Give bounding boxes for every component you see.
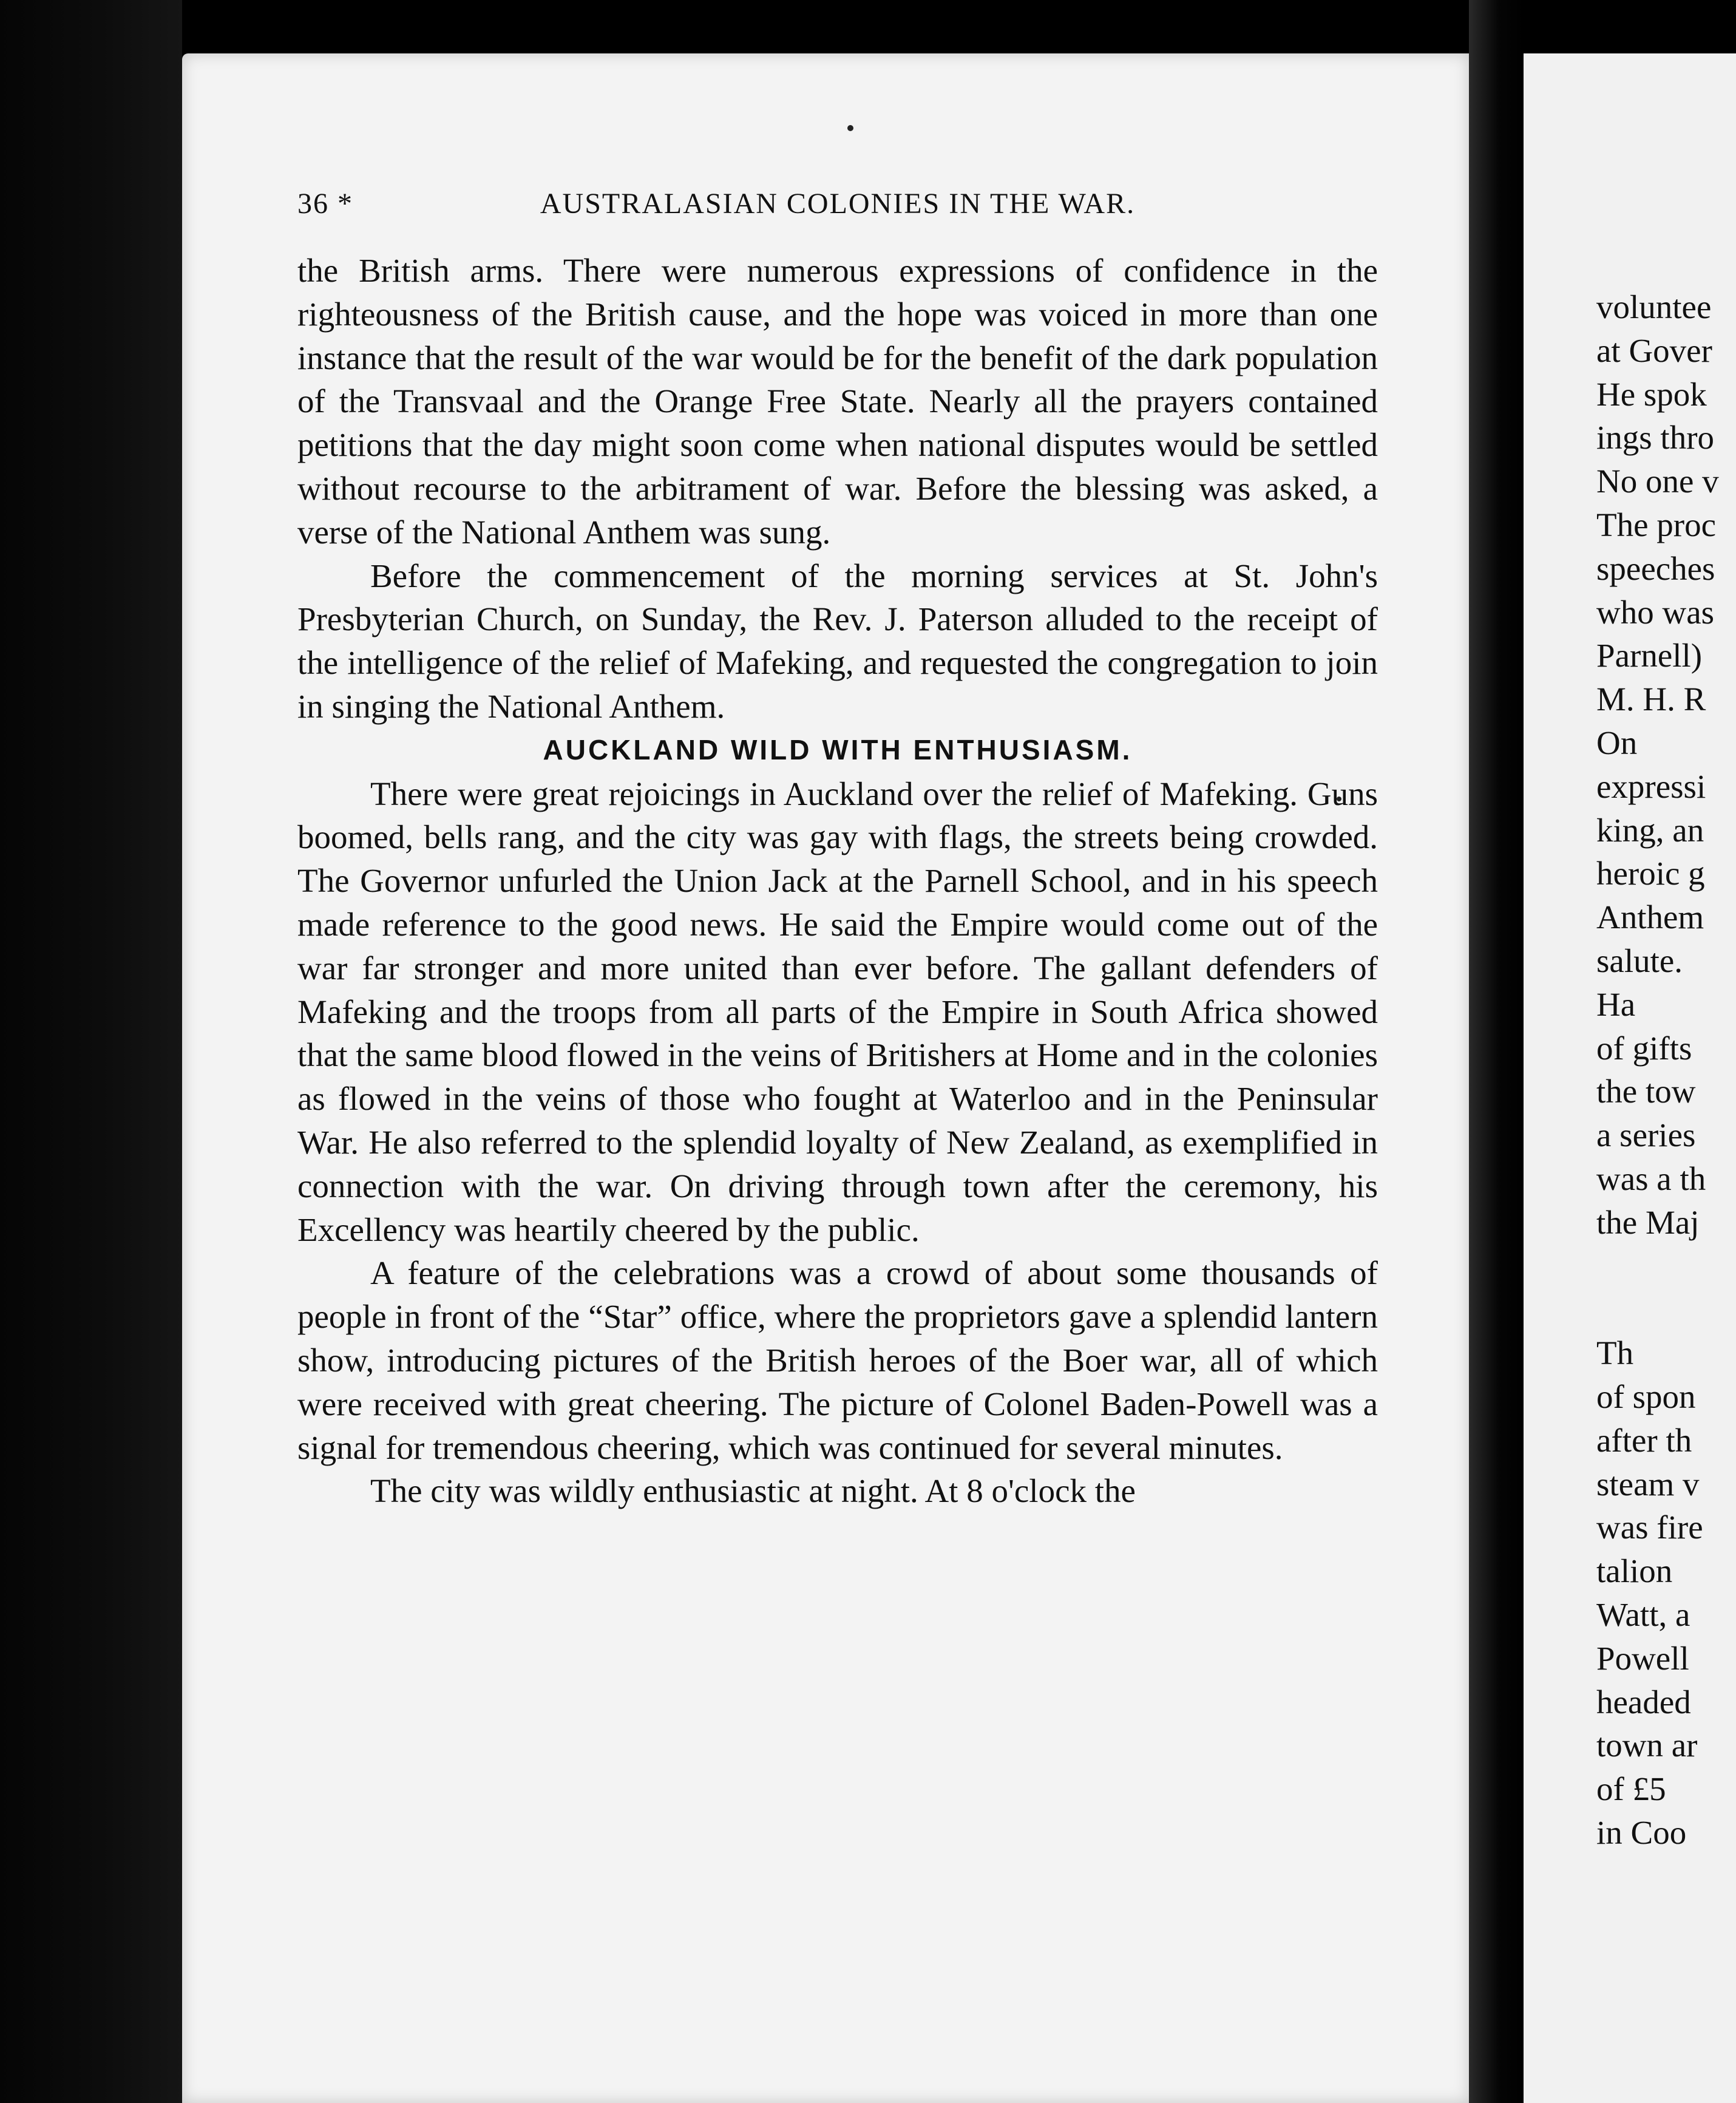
right-page-line: On bbox=[1596, 724, 1638, 761]
right-page-line: was a th bbox=[1596, 1160, 1706, 1197]
right-page-line: Powell bbox=[1596, 1639, 1689, 1677]
right-page-line: heroic g bbox=[1596, 855, 1705, 892]
right-page-line bbox=[1596, 1288, 1736, 1331]
page-header bbox=[297, 187, 1378, 226]
right-page-line: of £5 bbox=[1596, 1770, 1666, 1808]
body-text bbox=[297, 249, 1378, 1513]
right-page-line: Parnell) bbox=[1596, 637, 1703, 674]
paragraph: A feature of the celebrations was a crowd of about some thousands of people in front of the “Star” office, where the proprietors gave a splendid lantern show, introducing pictures of the British heroes of the Boer war, all of which were received with great cheering. The picture of Colonel Baden-Powell was a signal for tremendous cheering, which was continued for several minutes. bbox=[297, 1254, 1378, 1466]
right-page-line: Anthem bbox=[1596, 899, 1704, 936]
book-gutter bbox=[1469, 0, 1524, 2103]
right-page-line: after th bbox=[1596, 1421, 1692, 1459]
section-heading: AUCKLAND WILD WITH ENTHUSIASM. bbox=[543, 733, 1133, 766]
right-page-line: Watt, a bbox=[1596, 1595, 1690, 1633]
right-page-line: in Coo bbox=[1596, 1813, 1687, 1851]
right-page-line: the tow bbox=[1596, 1073, 1696, 1110]
running-head: AUSTRALASIAN COLONIES IN THE WAR. bbox=[540, 188, 1136, 220]
right-page-line: was fire bbox=[1596, 1509, 1703, 1546]
right-page-line: steam v bbox=[1596, 1465, 1700, 1503]
right-page-line: Ha bbox=[1596, 985, 1636, 1023]
right-page-line: salute. bbox=[1596, 942, 1683, 979]
right-page-line: voluntee bbox=[1596, 288, 1712, 325]
right-page-line: the Maj bbox=[1596, 1203, 1700, 1241]
scan-background-left bbox=[0, 0, 182, 2103]
right-page-line: a series bbox=[1596, 1116, 1696, 1154]
right-page-line: town ar bbox=[1596, 1727, 1698, 1764]
right-page-line: ings thro bbox=[1596, 419, 1715, 457]
paragraph: There were great rejoicings in Auckland over the relief of Mafeking. Guns boomed, bells rang, and the city was gay with flags, the streets being crowded. The Governor unfurled the Union Jack at the Parnell School, and in his speech made reference to the good news. He said the Empire would come out of the war far stronger and more united than ever before. The gallant defenders of Mafeking and the troops from all parts of the Empire in South Africa showed that the same blood flowed in the veins of Britishers at Home and in the colonies as flowed in the veins of those who fought at Waterloo and in the Peninsular War. He also referred to the splendid loyalty of New Zealand, as exemplified in connection with the war. On driving through town after the ceremony, his Excellency was heartily cheered by the public. bbox=[297, 775, 1378, 1248]
right-page-line: The proc bbox=[1596, 506, 1716, 543]
right-page-line: expressi bbox=[1596, 767, 1706, 805]
right-page-line: No one v bbox=[1596, 463, 1719, 500]
right-page-line: Th bbox=[1596, 1334, 1634, 1372]
right-page-line: king, an bbox=[1596, 811, 1704, 849]
right-page-line: speeches bbox=[1596, 549, 1715, 587]
right-page-line bbox=[1596, 1245, 1736, 1288]
right-page-line: M. H. R bbox=[1596, 681, 1706, 718]
right-page-line: talion bbox=[1596, 1552, 1673, 1590]
paragraph: Before the commencement of the morning services at St. John's Presbyterian Church, on Sunday, the Rev. J. Paterson alluded to the receipt of the intelligence of the relief of Mafeking, and requested the congregation to join in singing the National Anthem. bbox=[297, 557, 1378, 725]
paragraph: the British arms. There were numerous expressions of confidence in the righteousness of the British cause, and the hope was voiced in more than one instance that the result of the war would be for the benefit of the dark population of the Transvaal and the Orange Free State. Nearly all the prayers contained petitions that the day might soon come when national disputes would be settled without recourse to the arbitrament of war. Before the blessing was asked, a verse of the National Anthem was sung. bbox=[297, 252, 1378, 551]
ink-speck bbox=[847, 125, 853, 131]
right-page-line: who was bbox=[1596, 593, 1715, 631]
paragraph: The city was wildly enthusiastic at night. At 8 o'clock the bbox=[370, 1472, 1136, 1510]
right-page-line: at Gover bbox=[1596, 331, 1712, 369]
right-page-text-fragments bbox=[1596, 285, 1736, 1855]
right-page-line: headed bbox=[1596, 1683, 1691, 1721]
right-page-line: of spon bbox=[1596, 1378, 1696, 1415]
right-page-line: of gifts bbox=[1596, 1029, 1692, 1067]
page-number: 36 * bbox=[297, 188, 353, 220]
right-page-line: He spok bbox=[1596, 375, 1707, 413]
